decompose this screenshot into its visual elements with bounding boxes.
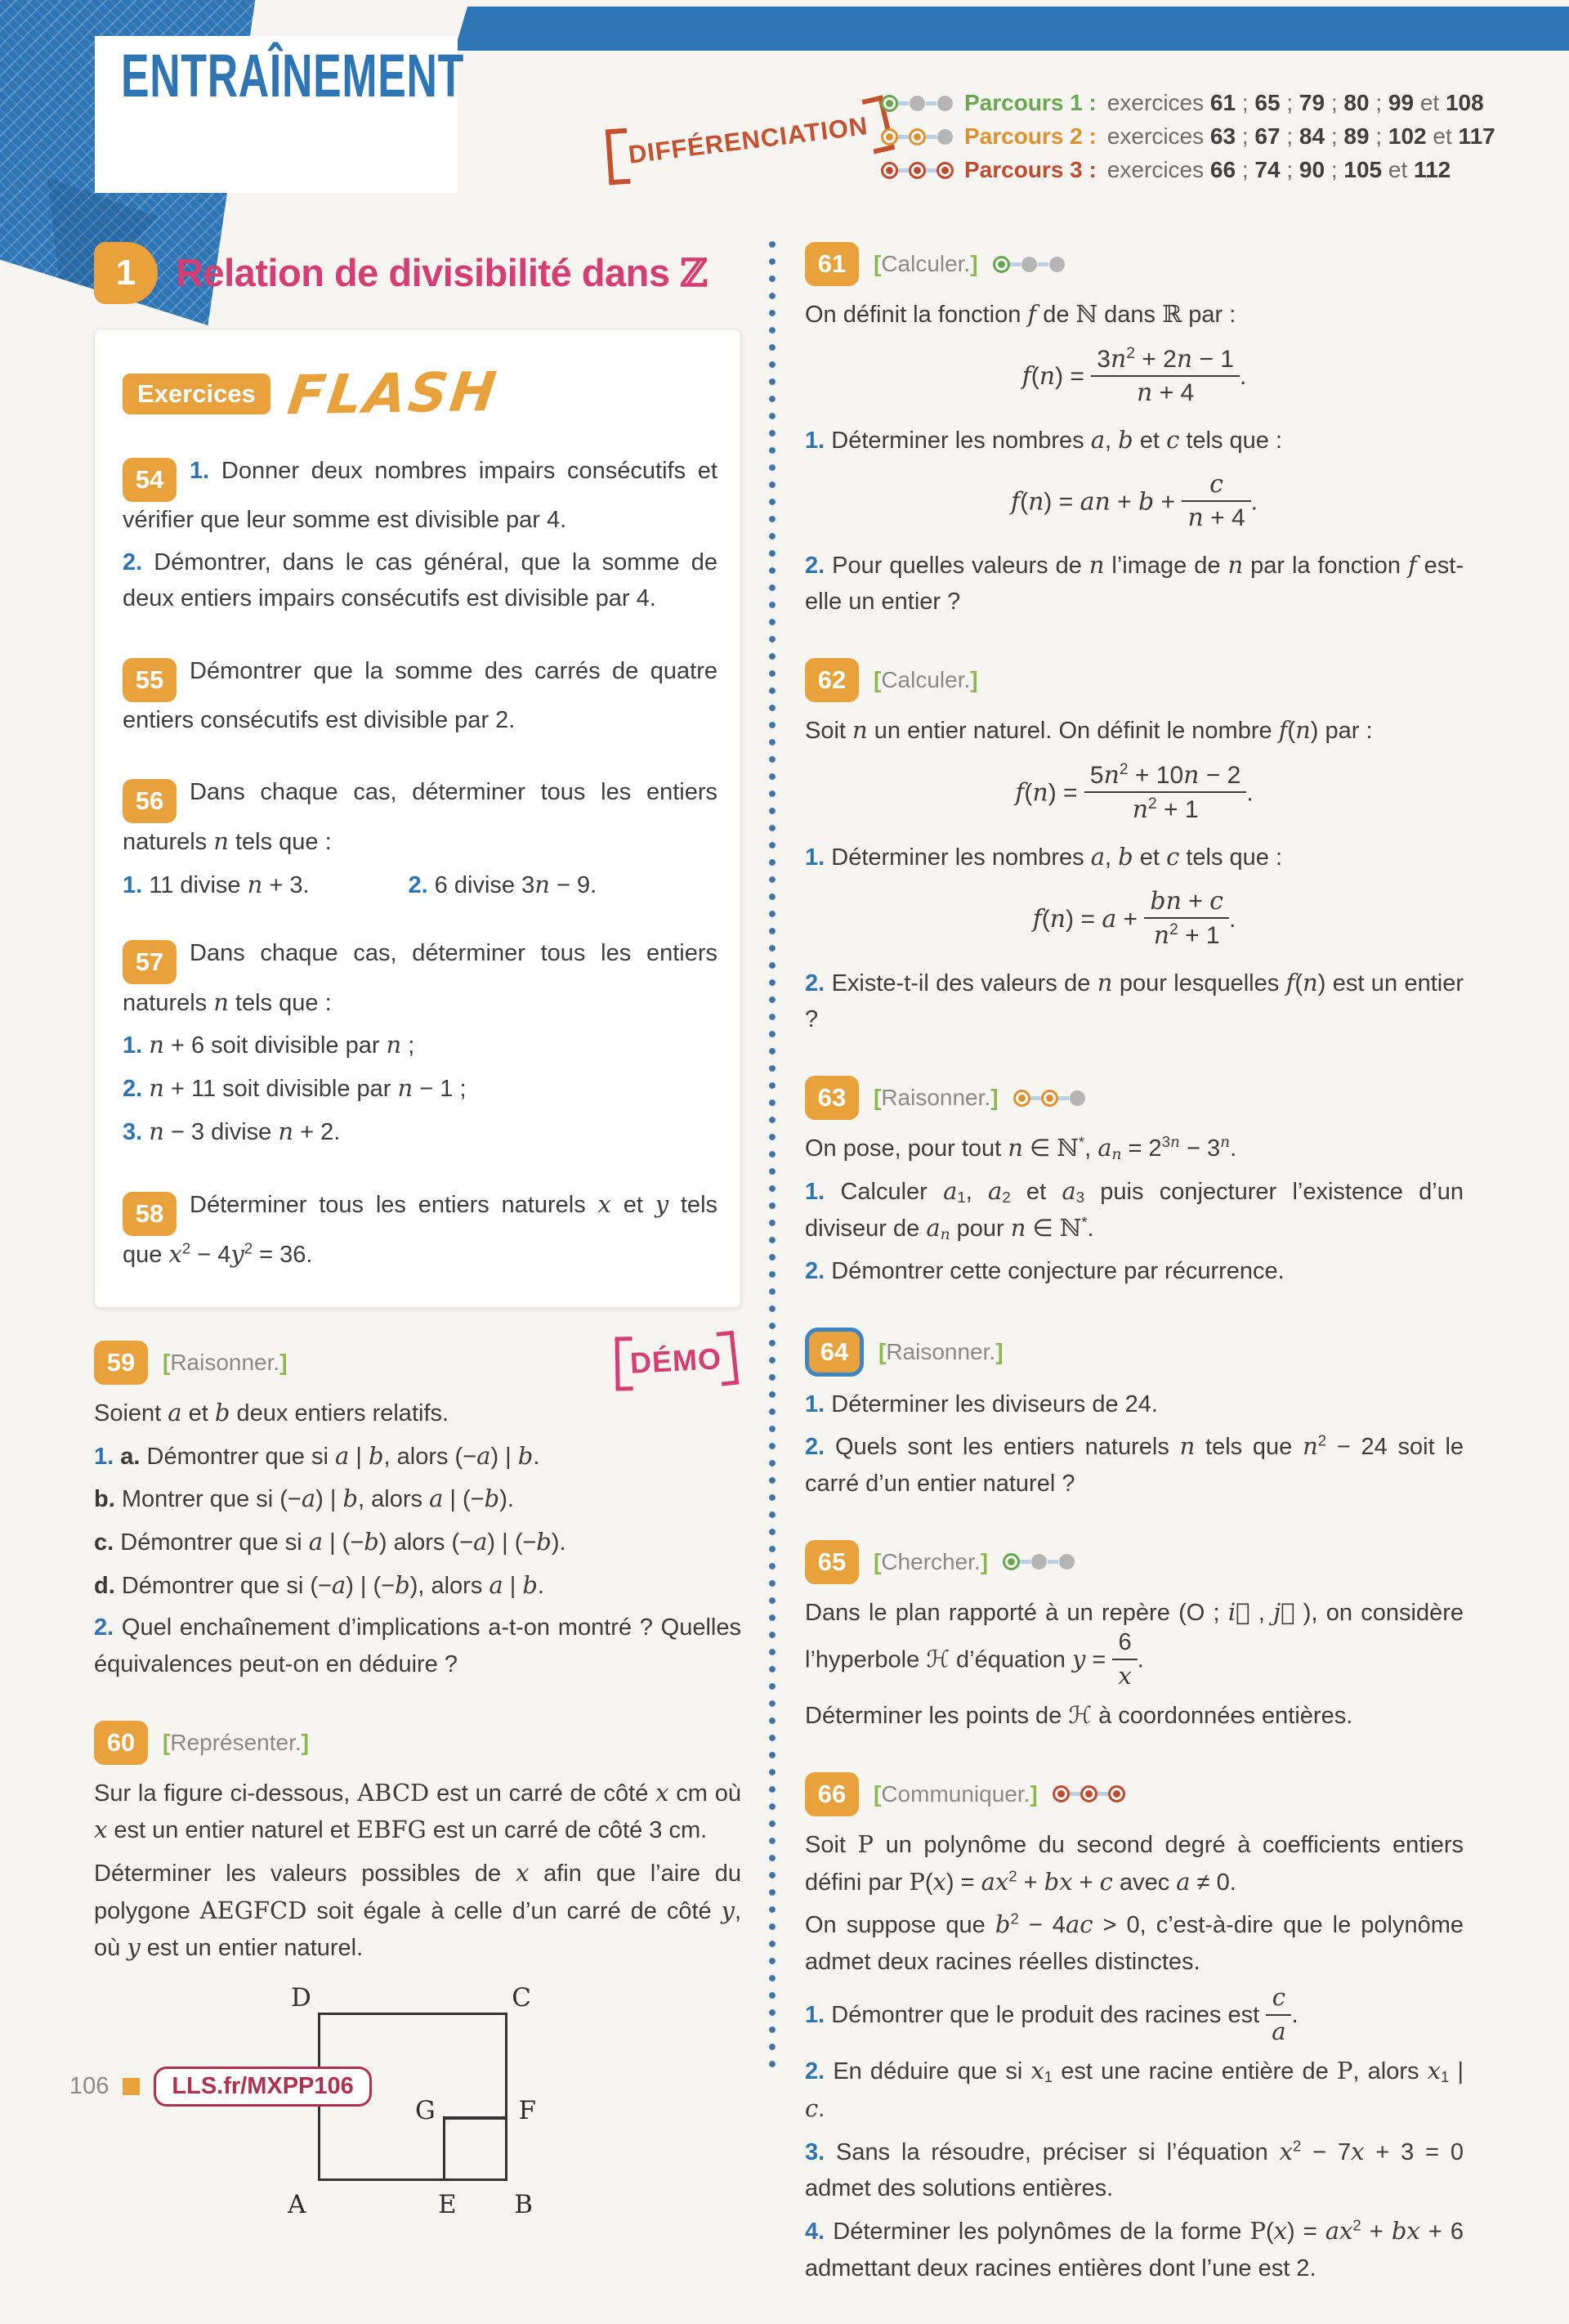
competency-tag: [Chercher.] (874, 1548, 989, 1574)
exercise-text: 1. Démontrer que le produit des racines est $\frac{c}{a}$ . (805, 1983, 1299, 2045)
right-column (805, 242, 1464, 2324)
exercise-66 (805, 1772, 1464, 2287)
exercise-text: 1. Calculer $a_1$, $a_2$ et $a_3$ puis conjecturer l’existence d’un diviseur de $a_n$ pour n ∈ ℕ*. (805, 1176, 1464, 1244)
exercise-number-badge: 62 (805, 658, 859, 702)
parcours-exercises: exercices 66 ; 74 ; 90 ; 105 et 112 (1106, 157, 1451, 182)
left-column (94, 242, 741, 2233)
figure-label-F: F (518, 2095, 536, 2125)
exercise-text: 2. n + 11 soit divisible par n − 1 ; (123, 1074, 467, 1103)
figure-label-E: E (438, 2189, 457, 2219)
exercise-text: Soit n un entier naturel. On définit le nombre f(n) par : (805, 716, 1373, 744)
flash-card-header (123, 360, 717, 428)
exercise-text: c. Démontrer que si a | (−b) alors (−a) | (−b). (94, 1527, 566, 1556)
competency-tag: [Raisonner.] (874, 1085, 999, 1110)
exercise-text: Soient a et b deux entiers relatifs. (94, 1398, 449, 1426)
bracket-open: [ (874, 1780, 882, 1807)
dot-connector (1097, 1792, 1108, 1796)
exercise-60 (94, 1721, 741, 2219)
difficulty-dot (1013, 1090, 1030, 1107)
difficulty-dot (881, 95, 898, 112)
exercise-number-badge: 58 (123, 1192, 177, 1236)
parcours-exercises: exercices 61 ; 65 ; 79 ; 80 ; 99 et 108 (1106, 90, 1484, 115)
exercise-text: Soit P un polynôme du second degré à coefficients entiers défini par $P(x) = ax^2$ + bx + c avec a ≠ 0. (805, 1829, 1464, 1896)
header-blue-band (454, 7, 1569, 51)
bracket-close: ] (1030, 1780, 1038, 1807)
exercices-badge: Exercices (123, 374, 270, 414)
dot-connector (926, 135, 936, 139)
exercise-text: 1. Déterminer les nombres a, b et c tels que : (805, 842, 1283, 871)
exercise-header (805, 1772, 1464, 1816)
exercise-text: On suppose que $b^2 - 4ac > 0$, c’est-à-dire que le polynôme admet deux racines réelles distinctes. (805, 1910, 1464, 1975)
exercise-header (94, 1721, 741, 1765)
exercise-text: Sur la figure ci-dessous, ABCD est un carré de côté x cm où x est un entier naturel et EBFG est un carré de côté 3 cm. (94, 1778, 741, 1844)
bracket-open: [ (874, 1085, 882, 1110)
section-title: Relation de divisibilité dans ℤ (176, 251, 708, 296)
section-number-badge: 1 (94, 242, 158, 304)
exercise-text: 2. Démontrer, dans le cas général, que la somme de deux entiers impairs consécutifs est divisible par 4. (123, 549, 717, 612)
exercise-number-badge: 63 (805, 1076, 859, 1120)
exercise-formula: f(n) = $\frac{3n^2 + 2n - 1}{n + 4}$ . (1021, 344, 1247, 408)
dot-connector (1038, 262, 1048, 266)
difficulty-dot (1059, 1554, 1075, 1569)
bracket-open: [ (874, 251, 882, 276)
difficulty-dot (1021, 257, 1037, 272)
exercise-text-inline: Démontrer que la somme des carrés de quatre entiers consécutifs est divisible par 2. (123, 657, 717, 733)
parcours-exercises: exercices 63 ; 67 ; 84 ; 89 ; 102 et 117 (1106, 123, 1495, 149)
exercise-text: 2. Quels sont les entiers naturels n tels que $n^2 - 24$ soit le carré d’un entier naturel ? (805, 1431, 1464, 1497)
exercise-text: 2. Démontrer cette conjecture par récurrence. (805, 1257, 1285, 1284)
competency-tag: [Représenter.] (163, 1729, 309, 1755)
difficulty-dot (910, 96, 925, 111)
exercise-text (123, 1186, 717, 1274)
difficulty-dot (1049, 257, 1065, 272)
difficulty-dot (937, 96, 953, 111)
exercise-55 (123, 653, 717, 739)
dot-connector (898, 168, 909, 172)
bracket-close: ] (980, 1548, 989, 1574)
parcours-row-1 (881, 90, 1495, 116)
difficulty-dot (1003, 1553, 1020, 1570)
exercise-text: 3. n − 3 divise n + 2. (123, 1117, 341, 1145)
differenciation-badge: DIFFÉRENCIATION (604, 96, 892, 186)
exercise-text: On pose, pour tout n ∈ ℕ*, $a_n = 2^{3n} - 3^n$. (805, 1133, 1237, 1163)
competency-tag: [Raisonner.] (163, 1349, 288, 1375)
dot-connector (1020, 1560, 1030, 1564)
exercise-text: 2. Existe-t-il des valeurs de n pour lesquelles f(n) est un entier ? (805, 968, 1464, 1033)
exercise-text (123, 935, 717, 1022)
parcours-row-2 (881, 123, 1495, 150)
section-header (94, 242, 741, 304)
exercise-number-badge: 59 (94, 1341, 148, 1385)
difficulty-dot (909, 162, 926, 179)
integers-symbol: ℤ (680, 251, 708, 296)
dot-connector (898, 135, 909, 139)
exercise-text (123, 653, 717, 739)
dot-connector (1070, 1792, 1080, 1796)
difficulty-dot (909, 128, 926, 146)
exercise-formula: f(n) = $\frac{5n^2 + 10n - 2}{n^2 + 1}$ . (1015, 760, 1254, 825)
exercise-formula: f(n) = a + $\frac{bn + c}{n^2 + 1}$ . (1032, 886, 1236, 951)
column-item-2: 2. 6 divise 3n − 9. (408, 870, 597, 898)
bracket-close: ] (279, 1349, 288, 1375)
exercise-58 (123, 1186, 717, 1274)
figure-label-G: G (415, 2095, 436, 2125)
exercise-text-inline: Dans chaque cas, déterminer tous les entiers naturels n tels que : (123, 779, 717, 856)
dot-connector (926, 101, 936, 105)
exercise-number-badge: 57 (123, 940, 177, 984)
page-number: 106 (69, 2073, 110, 2099)
parcours-list (881, 90, 1495, 183)
exercise-63 (805, 1076, 1464, 1290)
exercise-text: Dans le plan rapporté à un repère (O ; i⃗ , j⃗ ), on considère l’hyperbole ℋ d’équation y = $\frac{6}{x}$ . (805, 1597, 1464, 1690)
difficulty-dot (1108, 1785, 1125, 1802)
exercise-text: 4. Déterminer les polynômes de la forme $P(x) = ax^2$ + bx + 6 admettant deux racines entières dont l’une est 2. (805, 2216, 1464, 2281)
exercise-text-inline: 1. Donner deux nombres impairs consécutifs et vérifier que leur somme est divisible par 4. (123, 458, 717, 533)
exercise-formula: f(n) = an + b + $\frac{c}{n + 4}$ . (1010, 469, 1258, 533)
exercise-two-columns (123, 871, 717, 899)
flash-exercise-list (123, 453, 717, 1274)
competency-tag: [Communiquer.] (874, 1780, 1038, 1807)
exercise-text: 3. Sans la résoudre, préciser si l’équation $x^2 - 7x + 3 = 0$ admet des solutions entières. (805, 2137, 1464, 2202)
difficulty-dot (1053, 1785, 1070, 1802)
demo-badge: DÉMO (614, 1331, 737, 1391)
exercise-text (123, 774, 717, 861)
dot-connector (1058, 1096, 1069, 1100)
exercise-number-badge: 64 (805, 1328, 864, 1377)
exercise-text: Déterminer les points de ℋ à coordonnées entières. (805, 1701, 1353, 1730)
exercise-number-badge: 61 (805, 242, 859, 286)
lls-link-badge[interactable]: LLS.fr/MXPP106 (154, 2067, 371, 2107)
exercise-text: Déterminer les valeurs possibles de x afin que l’aire du polygone AEGFCD soit égale à celle d’un carré de côté y, où y est un entier naturel. (94, 1858, 741, 1962)
figure-label-C: C (512, 1982, 531, 2013)
exercise-57 (123, 935, 717, 1151)
parcours-row-3 (881, 157, 1495, 183)
flash-exercises-card (94, 329, 741, 1308)
exercise-header (805, 658, 1464, 702)
exercise-text: 2. En déduire que si $x_1$ est une racine entière de P, alors $x_1$ | c. (805, 2057, 1464, 2123)
bracket-open: [ (163, 1729, 171, 1755)
competency-tag: [Calculer.] (874, 667, 978, 692)
exercise-54 (123, 453, 717, 617)
competency-tag: [Raisonner.] (878, 1338, 1004, 1364)
exercise-text (123, 453, 717, 539)
exercise-62 (805, 658, 1464, 1038)
difficulty-dot (1041, 1090, 1058, 1107)
bracket-open: [ (874, 1548, 882, 1574)
exercise-header (94, 1341, 741, 1385)
exercise-61 (805, 242, 1464, 620)
exercise-number-badge: 60 (94, 1721, 148, 1765)
exercise-text: On définit la fonction f de ℕ dans ℝ par : (805, 300, 1236, 328)
exercise-number-badge: 65 (805, 1540, 859, 1584)
difficulty-dot (1031, 1554, 1047, 1569)
bracket-close: ] (301, 1729, 309, 1755)
parcours-dots (881, 162, 954, 179)
dot-connector (1048, 1560, 1058, 1564)
exercise-text-inline: Déterminer tous les entiers naturels x et y tels que $x^2 - 4y^2 = 36$. (123, 1190, 718, 1269)
parcours-name: Parcours 2 : (964, 123, 1097, 149)
bracket-open: [ (874, 667, 882, 692)
bracket-close: ] (970, 251, 978, 276)
exercise-text: b. Montrer que si (−a) | b, alors a | (−b). (94, 1484, 514, 1513)
difficulty-dot (881, 128, 898, 146)
exercise-64 (805, 1328, 1464, 1502)
exercise-text: 1. Déterminer les diviseurs de 24. (805, 1390, 1158, 1417)
figure-label-D: D (291, 1982, 311, 2013)
exercise-text: 1. Déterminer les nombres a, b et c tels que : (805, 425, 1283, 454)
exercise-header (805, 1076, 1464, 1120)
exercise-59 (94, 1341, 741, 1683)
exercise-text: 2. Quel enchaînement d’implications a-t-on montré ? Quelles équivalences peut-on en déduire ? (94, 1614, 741, 1677)
difficulty-dot (937, 129, 953, 145)
bracket-open: [ (878, 1338, 887, 1364)
exercise-text: 2. Pour quelles valeurs de n l’image de n par la fonction f est-elle un entier ? (805, 550, 1464, 616)
exercise-number-badge: 55 (123, 658, 177, 702)
exercise-text: 1. a. Démontrer que si a | b, alors (−a) | b. (94, 1441, 540, 1470)
difficulty-dots (1003, 1553, 1075, 1570)
difficulty-dot (881, 162, 898, 179)
difficulty-dots (1013, 1090, 1086, 1107)
exercise-65 (805, 1540, 1464, 1735)
difficulty-dots (993, 256, 1066, 273)
bracket-close: ] (995, 1338, 1004, 1364)
figure-label-B: B (514, 2189, 533, 2219)
difficulty-dot (936, 162, 954, 179)
exercise-text: 1. n + 6 soit divisible par n ; (123, 1031, 415, 1059)
exercise-56 (123, 774, 717, 899)
difficulty-dots (1053, 1785, 1125, 1802)
competency-tag: [Calculer.] (874, 251, 978, 276)
dot-connector (898, 101, 909, 105)
exercise-header (805, 1328, 1464, 1377)
exercise-number-badge: 54 (123, 458, 177, 502)
parcours-name: Parcours 1 : (964, 90, 1097, 115)
column-item-1: 1. 11 divise n + 3. (123, 870, 310, 898)
difficulty-dot (1070, 1090, 1085, 1106)
exercise-number-badge: 56 (123, 779, 177, 823)
exercise-text: d. Démontrer que si (−a) | (−b), alors a | b. (94, 1570, 544, 1599)
exercise-header (805, 242, 1464, 286)
exercise-text-inline: Dans chaque cas, déterminer tous les entiers naturels n tels que : (123, 939, 717, 1016)
footer-orange-square (123, 2078, 140, 2095)
page-title: ENTRAÎNEMENT (121, 42, 464, 110)
parcours-dots (881, 128, 954, 146)
bracket-close: ] (990, 1085, 999, 1110)
difficulty-dot (993, 256, 1010, 273)
bracket-close: ] (970, 667, 978, 692)
flash-title: FLASH (284, 360, 502, 428)
page-footer (69, 2067, 372, 2107)
dot-connector (1030, 1096, 1041, 1100)
exercise-number-badge: 66 (805, 1772, 859, 1816)
left-exercise-list (94, 1341, 741, 2219)
dot-connector (1010, 262, 1021, 266)
difficulty-dot (1080, 1785, 1097, 1802)
parcours-dots (881, 95, 954, 112)
right-exercise-list (805, 242, 1464, 2286)
dot-connector (926, 168, 936, 172)
figure-label-A: A (288, 2189, 306, 2219)
parcours-name: Parcours 3 : (964, 157, 1097, 182)
column-divider (769, 239, 776, 2068)
exercise-header (805, 1540, 1464, 1584)
bracket-open: [ (163, 1349, 171, 1375)
